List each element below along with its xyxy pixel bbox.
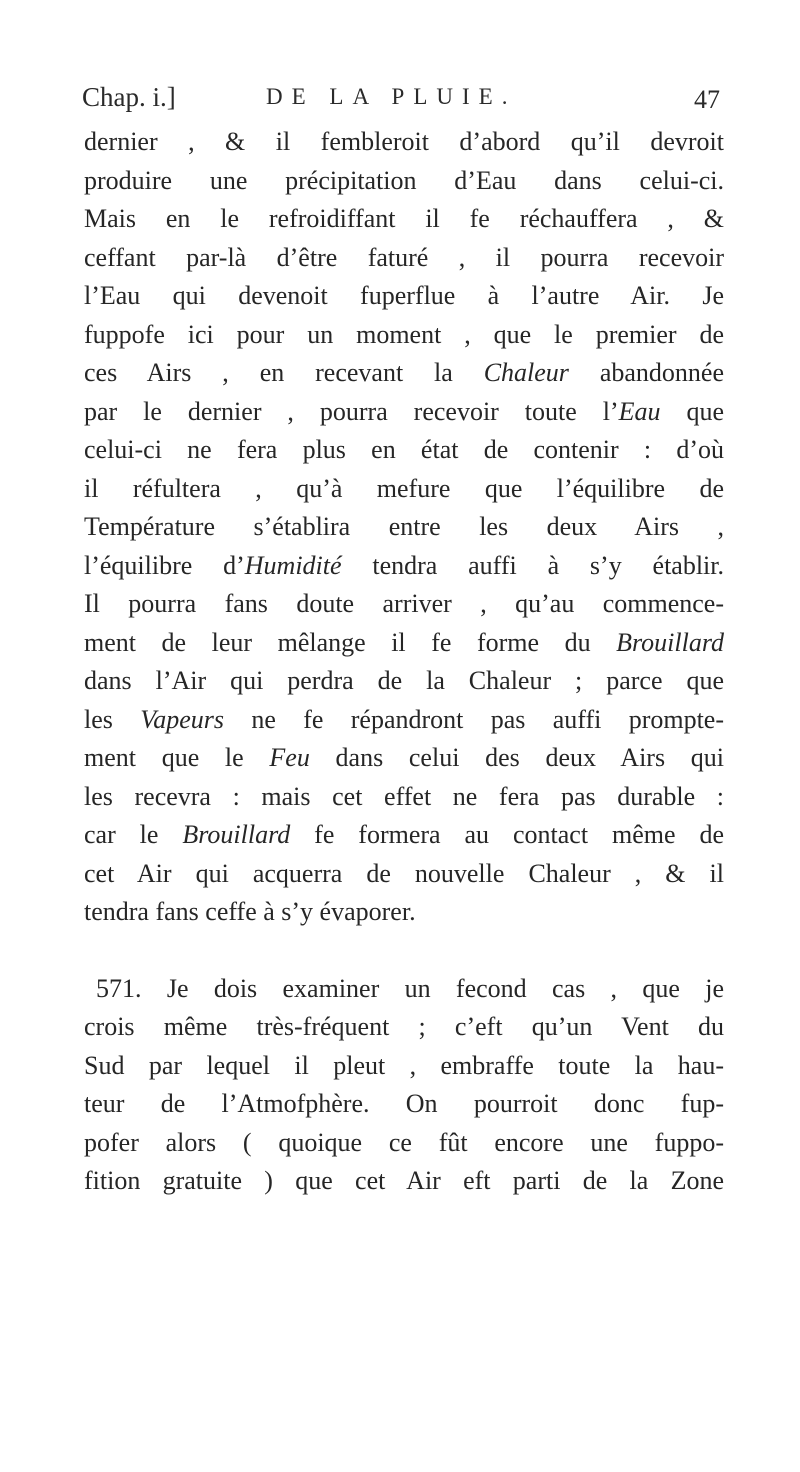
text-line: Température s’établira entre les deux Airs ,	[84, 512, 724, 541]
text-line: crois même très-fréquent ; c’eft qu’un Vent du	[84, 1012, 724, 1041]
text-line: fuppofe ici pour un moment , que le premier de	[84, 319, 724, 349]
text-line: dernier , & il fembleroit d’abord qu’il devroit	[84, 127, 724, 156]
italic-term: Brouillard	[182, 820, 291, 849]
text-line: les Vapeurs ne fe répandront pas auffi prompte-	[84, 704, 724, 734]
text-line: tendra fans ceffe à s’y évaporer.	[84, 897, 416, 926]
text-line: par le dernier , pourra recevoir toute l’Eau que	[84, 396, 725, 426]
text-line: l’Eau qui devenoit fuperflue à l’autre Air. Je	[84, 281, 724, 310]
paragraph-571	[84, 970, 724, 1201]
italic-term: Vapeurs	[140, 704, 225, 734]
text-line: Il pourra fans doute arriver , qu’au commence-	[84, 589, 724, 618]
italic-term: Humidité	[244, 550, 342, 580]
text-line: 571. Je dois examiner un fecond cas , que je	[96, 973, 724, 1003]
text-line: cet Air qui acquerra de nouvelle Chaleur , & il	[84, 858, 724, 888]
page-number: 47	[694, 85, 720, 114]
text-line: il réfultera , qu’à mefure que l’équilibre de	[84, 473, 724, 503]
text-line: teur de l’Atmofphère. On pourroit donc fup-	[84, 1089, 724, 1118]
text-line: car le Brouillard fe formera au contact même de	[84, 820, 724, 849]
text-line: produire une précipitation d’Eau dans celui-ci.	[84, 165, 724, 195]
italic-term: Eau	[618, 396, 661, 426]
italic-term: Brouillard	[616, 627, 724, 657]
paragraph-570-continuation	[84, 123, 724, 932]
running-head	[80, 82, 720, 122]
text-line: ment que le Feu dans celui des deux Airs qui	[84, 743, 724, 772]
text-line: l’équilibre d’Humidité tendra auffi à s’y établir.	[84, 550, 724, 580]
italic-term: Feu	[269, 743, 310, 772]
text-line: ment de leur mêlange il fe forme du Brouillard	[84, 627, 724, 657]
running-title: DE LA PLUIE.	[266, 84, 517, 109]
text-line: Sud par lequel il pleut , embraffe toute la hau-	[84, 1050, 724, 1080]
italic-term: Chaleur	[483, 358, 569, 387]
text-line: les recevra : mais cet effet ne fera pas durable :	[84, 781, 724, 811]
text-line: Mais en le refroidiffant il fe réchauffera , &	[84, 204, 724, 233]
text-line: fition gratuite ) que cet Air eft parti de la Zone	[84, 1166, 724, 1195]
text-line: pofer alors ( quoique ce fût encore une fuppo-	[84, 1127, 724, 1157]
paragraph-gap	[84, 932, 724, 970]
text-line: ces Airs , en recevant la Chaleur abandonnée	[84, 358, 724, 387]
text-line: ceffant par-là d’être faturé , il pourra recevoir	[84, 242, 724, 272]
page-body	[84, 123, 724, 1201]
text-line: dans l’Air qui perdra de la Chaleur ; parce que	[84, 666, 724, 695]
chapter-reference: Chap. i.]	[82, 82, 176, 112]
text-line: celui-ci ne fera plus en état de contenir : d’où	[84, 435, 724, 464]
